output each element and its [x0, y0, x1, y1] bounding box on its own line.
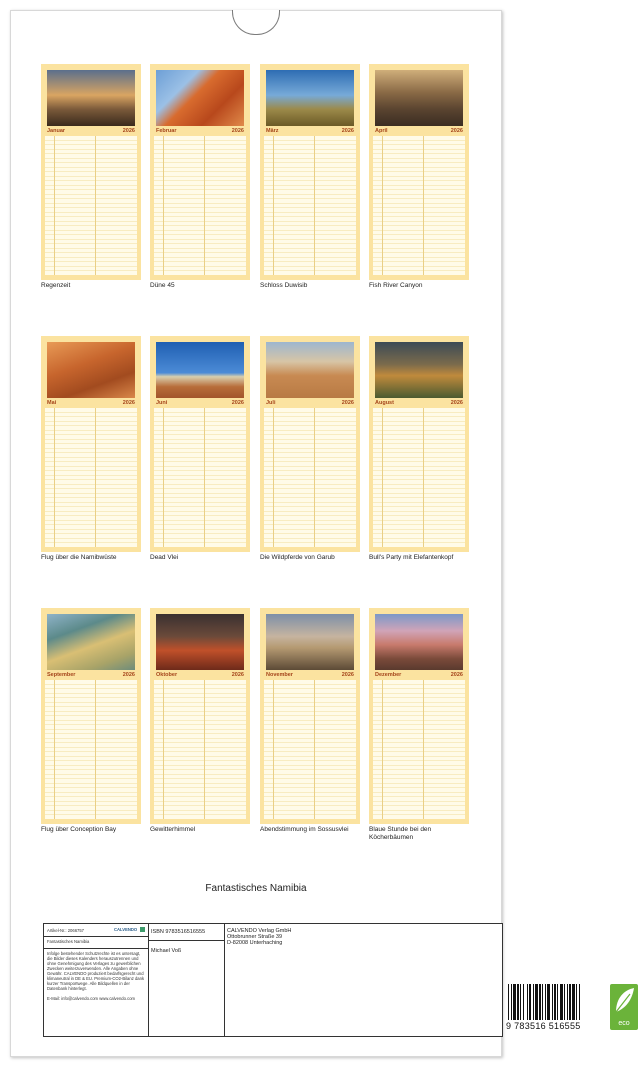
day-grid [373, 408, 465, 547]
divider [44, 936, 148, 937]
month-name: April [375, 128, 388, 134]
month-photo [47, 342, 135, 398]
month-card [260, 64, 360, 280]
month-year: 2026 [450, 672, 463, 678]
month-caption: Flug über die Namibwüste [41, 554, 117, 561]
eco-label: eco [618, 1020, 630, 1027]
month-header [45, 671, 137, 679]
month-header [154, 127, 246, 135]
month-card [41, 64, 141, 280]
month-year: 2026 [450, 128, 463, 134]
month-photo [266, 614, 354, 670]
divider [44, 948, 148, 949]
month-photo [375, 614, 463, 670]
month-header [154, 399, 246, 407]
day-grid [264, 680, 356, 819]
day-grid [154, 408, 246, 547]
month-caption: Regenzeit [41, 282, 71, 289]
month-name: Februar [156, 128, 177, 134]
info-column-left [44, 924, 149, 1036]
day-grid [373, 136, 465, 275]
month-photo [47, 614, 135, 670]
month-photo [375, 342, 463, 398]
product-info-box [43, 923, 630, 1037]
month-card [369, 608, 469, 824]
isbn: ISBN 9783516516555 [151, 929, 206, 935]
month-name: Juli [266, 400, 276, 406]
article-number: Artikel-Nr.: 2066757 [47, 928, 85, 933]
month-photo [266, 342, 354, 398]
day-grid [373, 680, 465, 819]
logo-mark-icon [140, 927, 145, 932]
calendar-title: Fantastisches Namibia [205, 883, 307, 894]
month-name: Januar [47, 128, 66, 134]
month-year: 2026 [341, 128, 354, 134]
product-name: Fantastisches Namibia [47, 939, 90, 944]
month-card [41, 336, 141, 552]
month-name: Mai [47, 400, 57, 406]
month-caption: Blaue Stunde bei den Köcherbäumen [369, 826, 432, 841]
day-grid [154, 136, 246, 275]
month-photo [156, 70, 244, 126]
barcode-number: 9 783516 516555 [506, 1021, 581, 1031]
month-photo [47, 70, 135, 126]
publisher-city: D-82008 Unterhaching [227, 940, 283, 946]
month-caption: Schloss Duwisib [260, 282, 308, 289]
info-column-middle [148, 924, 225, 1036]
month-header [264, 399, 356, 407]
month-photo [156, 614, 244, 670]
publisher-street: Ottobrunner Straße 39 [227, 934, 283, 940]
day-grid [45, 680, 137, 819]
month-name: Dezember [375, 672, 402, 678]
barcode [506, 984, 611, 1020]
month-header [45, 127, 137, 135]
day-grid [154, 680, 246, 819]
month-caption: Dead Vlei [150, 554, 179, 561]
month-caption: Abendstimmung im Sossusvlei [260, 826, 349, 833]
info-column-right [224, 924, 630, 1036]
author: Michael Voß [151, 948, 182, 954]
month-photo [156, 342, 244, 398]
divider [148, 940, 224, 941]
month-header [373, 399, 465, 407]
month-name: August [375, 400, 394, 406]
month-year: 2026 [450, 400, 463, 406]
legal-text: Infolge bestehender Schutzrechte ist es untersagt, die Bilder dieses Kalenders herauszutrennen und ohne Genehmigung des Verlages zu gewerblichen Zwecken weiterzuverwenden. Alle Angaben ohne Gewähr. CALVENDO produziert bedarfsgerecht und klimaneutral in DE & EU. Premium-CO2-Bilanz dank kurzer Transportwege. Alle Bildquellen in der Datenbank hinterlegt. [47, 951, 145, 991]
month-card [260, 608, 360, 824]
eco-badge [610, 984, 638, 1030]
month-header [373, 127, 465, 135]
month-year: 2026 [341, 672, 354, 678]
month-card [369, 336, 469, 552]
day-grid [45, 408, 137, 547]
month-year: 2026 [122, 672, 135, 678]
publisher-name: CALVENDO Verlag GmbH [227, 928, 292, 934]
month-card [369, 64, 469, 280]
month-caption: Düne 45 [150, 282, 175, 289]
month-header [264, 127, 356, 135]
month-photo [266, 70, 354, 126]
month-caption: Die Wildpferde von Garub [260, 554, 335, 561]
month-card [150, 608, 250, 824]
month-year: 2026 [231, 128, 244, 134]
month-card [260, 336, 360, 552]
month-name: März [266, 128, 279, 134]
month-caption: Fish River Canyon [369, 282, 423, 289]
day-grid [264, 136, 356, 275]
month-name: Oktober [156, 672, 178, 678]
month-year: 2026 [341, 400, 354, 406]
month-header [264, 671, 356, 679]
month-name: Juni [156, 400, 168, 406]
month-year: 2026 [231, 672, 244, 678]
month-header [45, 399, 137, 407]
month-name: November [266, 672, 293, 678]
month-caption: Bull's Party mit Elefantenkopf [369, 554, 454, 561]
day-grid [264, 408, 356, 547]
month-caption: Flug über Conception Bay [41, 826, 117, 833]
contact-info: E-Mail: info@calvendo.com www.calvendo.com [47, 996, 136, 1001]
month-photo [375, 70, 463, 126]
month-card [150, 64, 250, 280]
month-caption: Gewitterhimmel [150, 826, 196, 833]
month-header [373, 671, 465, 679]
month-year: 2026 [231, 400, 244, 406]
month-header [154, 671, 246, 679]
month-year: 2026 [122, 128, 135, 134]
month-card [150, 336, 250, 552]
month-year: 2026 [122, 400, 135, 406]
leaf-icon [610, 984, 638, 1016]
month-name: September [47, 672, 76, 678]
day-grid [45, 136, 137, 275]
calvendo-logo: CALVENDO [114, 927, 138, 932]
month-card [41, 608, 141, 824]
